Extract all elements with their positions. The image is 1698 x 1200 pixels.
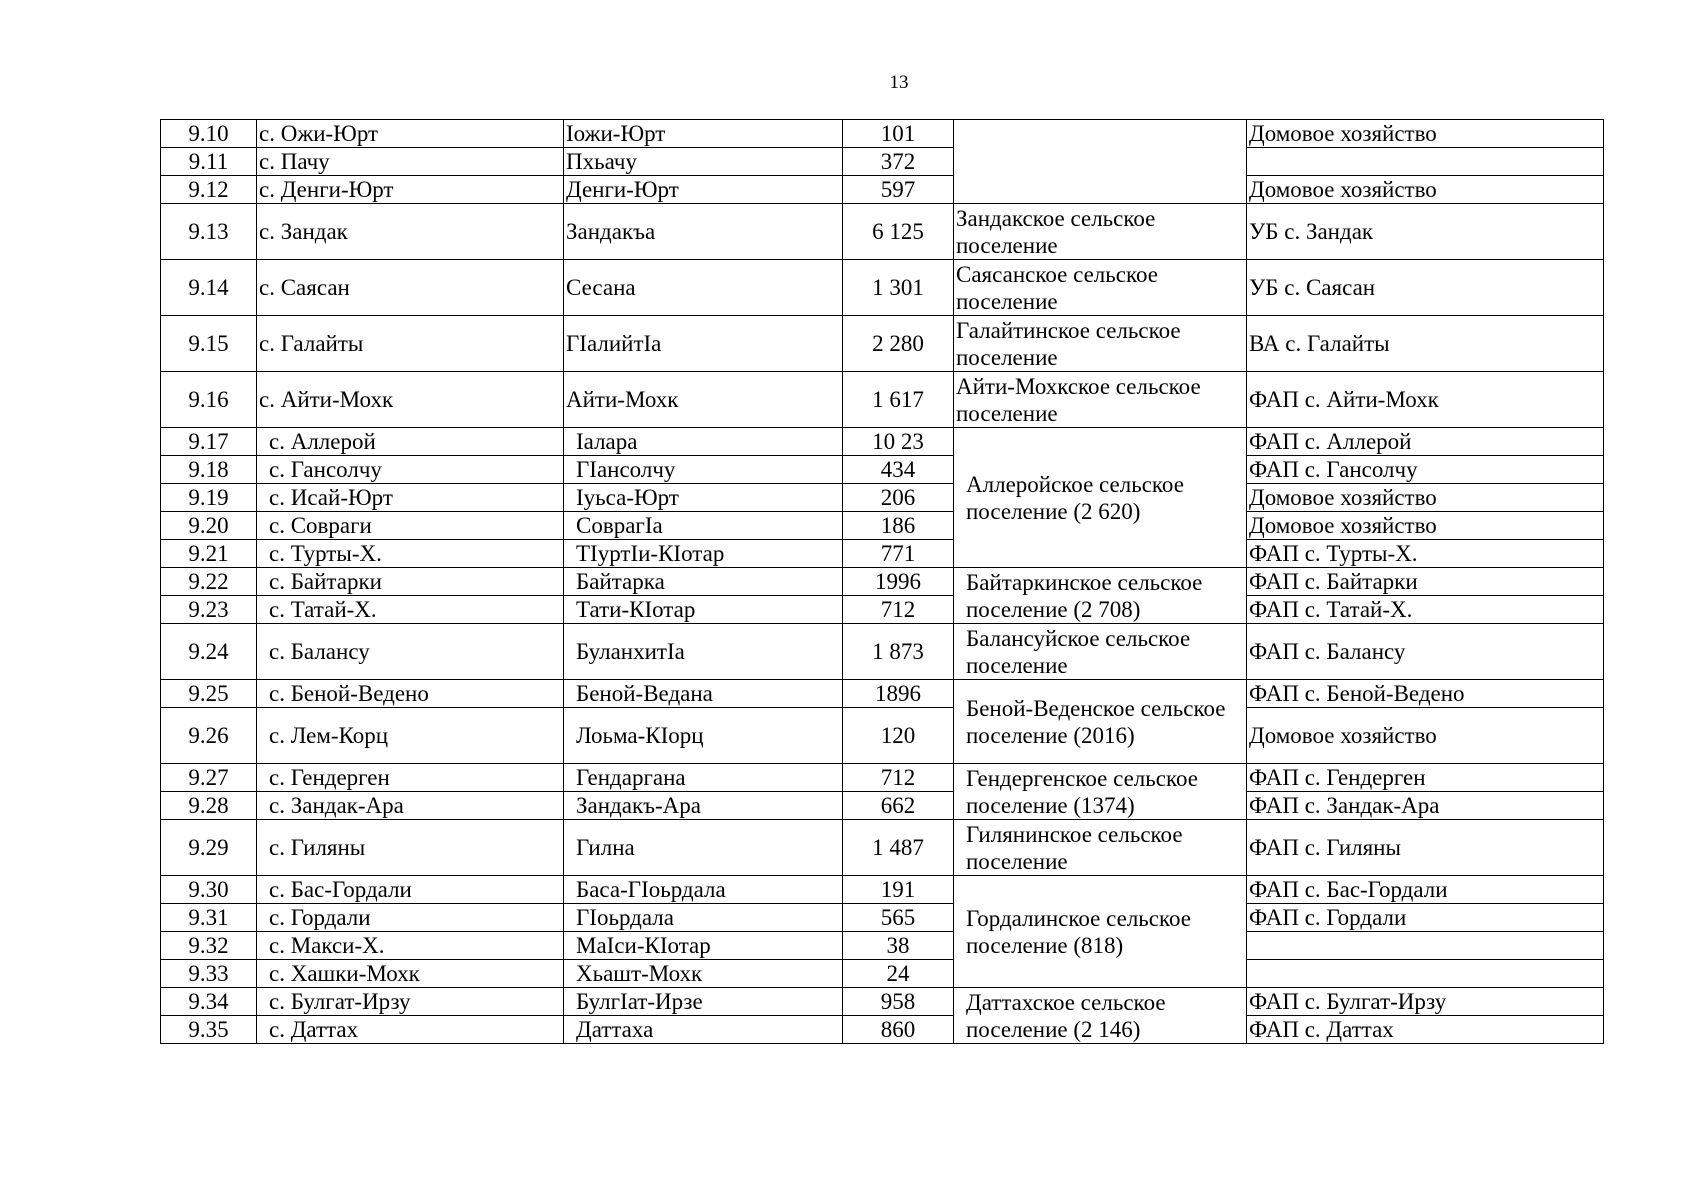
table-row	[161, 568, 1604, 596]
row-number: 9.15	[161, 316, 257, 372]
row-number: 9.26	[161, 708, 257, 764]
row-number: 9.16	[161, 372, 257, 428]
population: 10 23	[843, 428, 954, 456]
medical-facility: УБ с. Саясан	[1247, 260, 1604, 316]
village-name: с. Беной-Ведено	[257, 680, 564, 708]
population: 712	[843, 596, 954, 624]
medical-facility: ФАП с. Даттах	[1247, 1016, 1604, 1044]
settlements-table	[160, 119, 1604, 1044]
village-name: с. Макси-Х.	[257, 932, 564, 960]
village-name: с. Пачу	[257, 148, 564, 176]
row-number: 9.31	[161, 904, 257, 932]
row-number: 9.21	[161, 540, 257, 568]
village-name: с. Совраги	[257, 512, 564, 540]
table-row	[161, 624, 1604, 680]
chechen-name: ГIоьрдала	[564, 904, 843, 932]
chechen-name: Зандакъа	[564, 204, 843, 260]
table-row	[161, 1016, 1604, 1044]
rural-settlement: Гендергенское сельское поселение (1374)	[954, 764, 1247, 820]
population: 1 617	[843, 372, 954, 428]
table-row	[161, 456, 1604, 484]
table-row	[161, 484, 1604, 512]
table-row	[161, 764, 1604, 792]
row-number: 9.13	[161, 204, 257, 260]
population: 597	[843, 176, 954, 204]
rural-settlement: Айти-Мохкское сельское поселение	[954, 372, 1247, 428]
population: 1 301	[843, 260, 954, 316]
medical-facility: ФАП с. Бас-Гордали	[1247, 876, 1604, 904]
village-name: с. Бас-Гордали	[257, 876, 564, 904]
village-name: с. Ожи-Юрт	[257, 120, 564, 148]
table-row	[161, 316, 1604, 372]
village-name: с. Гансолчу	[257, 456, 564, 484]
village-name: с. Денги-Юрт	[257, 176, 564, 204]
chechen-name: Байтарка	[564, 568, 843, 596]
village-name: с. Лем-Корц	[257, 708, 564, 764]
population: 958	[843, 988, 954, 1016]
medical-facility: ФАП с. Аллерой	[1247, 428, 1604, 456]
medical-facility: ФАП с. Гиляны	[1247, 820, 1604, 876]
population: 1 873	[843, 624, 954, 680]
table-row	[161, 708, 1604, 764]
rural-settlement: Даттахское сельское поселение (2 146)	[954, 988, 1247, 1044]
population: 6 125	[843, 204, 954, 260]
medical-facility: ФАП с. Татай-Х.	[1247, 596, 1604, 624]
population: 120	[843, 708, 954, 764]
medical-facility	[1247, 960, 1604, 988]
table-row	[161, 176, 1604, 204]
chechen-name: ТIуртIи-КIотар	[564, 540, 843, 568]
table-row	[161, 148, 1604, 176]
table-row	[161, 512, 1604, 540]
medical-facility: ФАП с. Гордали	[1247, 904, 1604, 932]
row-number: 9.12	[161, 176, 257, 204]
row-number: 9.28	[161, 792, 257, 820]
rural-settlement: Балансуйское сельское поселение	[954, 624, 1247, 680]
population: 206	[843, 484, 954, 512]
row-number: 9.10	[161, 120, 257, 148]
population: 38	[843, 932, 954, 960]
population: 712	[843, 764, 954, 792]
chechen-name: ГIалийтIа	[564, 316, 843, 372]
rural-settlement: Зандакское сельское поселение	[954, 204, 1247, 260]
chechen-name: Іуьса-Юрт	[564, 484, 843, 512]
village-name: с. Гордали	[257, 904, 564, 932]
medical-facility: ФАП с. Гансолчу	[1247, 456, 1604, 484]
table-row	[161, 680, 1604, 708]
medical-facility: ФАП с. Булгат-Ирзу	[1247, 988, 1604, 1016]
population: 2 280	[843, 316, 954, 372]
village-name: с. Булгат-Ирзу	[257, 988, 564, 1016]
chechen-name: СоврагIа	[564, 512, 843, 540]
chechen-name: Даттаха	[564, 1016, 843, 1044]
chechen-name: ГIансолчу	[564, 456, 843, 484]
population: 662	[843, 792, 954, 820]
chechen-name: Гендаргана	[564, 764, 843, 792]
village-name: с. Татай-Х.	[257, 596, 564, 624]
medical-facility: ФАП с. Гендерген	[1247, 764, 1604, 792]
table-row	[161, 596, 1604, 624]
population: 372	[843, 148, 954, 176]
row-number: 9.33	[161, 960, 257, 988]
chechen-name: Сесана	[564, 260, 843, 316]
rural-settlement: Галайтинское сельское поселение	[954, 316, 1247, 372]
medical-facility: Домовое хозяйство	[1247, 176, 1604, 204]
medical-facility: Домовое хозяйство	[1247, 708, 1604, 764]
village-name: с. Хашки-Мохк	[257, 960, 564, 988]
page-number: 13	[889, 72, 909, 93]
population: 1 487	[843, 820, 954, 876]
medical-facility: ФАП с. Беной-Ведено	[1247, 680, 1604, 708]
row-number: 9.14	[161, 260, 257, 316]
chechen-name: БуланхитIа	[564, 624, 843, 680]
row-number: 9.23	[161, 596, 257, 624]
medical-facility: Домовое хозяйство	[1247, 120, 1604, 148]
table-row	[161, 792, 1604, 820]
row-number: 9.11	[161, 148, 257, 176]
chechen-name: БулгIат-Ирзе	[564, 988, 843, 1016]
table-row	[161, 904, 1604, 932]
row-number: 9.29	[161, 820, 257, 876]
table-row	[161, 428, 1604, 456]
row-number: 9.17	[161, 428, 257, 456]
table-row	[161, 820, 1604, 876]
medical-facility: ФАП с. Айти-Мохк	[1247, 372, 1604, 428]
medical-facility: ФАП с. Балансу	[1247, 624, 1604, 680]
population: 565	[843, 904, 954, 932]
village-name: с. Айти-Мохк	[257, 372, 564, 428]
chechen-name: Іожи-Юрт	[564, 120, 843, 148]
rural-settlement: Саясанское сельское поселение	[954, 260, 1247, 316]
chechen-name: Гилна	[564, 820, 843, 876]
population: 434	[843, 456, 954, 484]
medical-facility: ФАП с. Зандак-Ара	[1247, 792, 1604, 820]
medical-facility	[1247, 932, 1604, 960]
chechen-name: Іалара	[564, 428, 843, 456]
table-row	[161, 960, 1604, 988]
village-name: с. Гендерген	[257, 764, 564, 792]
row-number: 9.19	[161, 484, 257, 512]
table-row	[161, 876, 1604, 904]
row-number: 9.20	[161, 512, 257, 540]
village-name: с. Саясан	[257, 260, 564, 316]
village-name: с. Аллерой	[257, 428, 564, 456]
table-row	[161, 260, 1604, 316]
population: 860	[843, 1016, 954, 1044]
rural-settlement: Гилянинское сельское поселение	[954, 820, 1247, 876]
population: 1896	[843, 680, 954, 708]
village-name: с. Галайты	[257, 316, 564, 372]
population: 24	[843, 960, 954, 988]
rural-settlement: Беной-Веденское сельское поселение (2016)	[954, 680, 1247, 764]
table-row	[161, 204, 1604, 260]
village-name: с. Балансу	[257, 624, 564, 680]
chechen-name: Пхьачу	[564, 148, 843, 176]
village-name: с. Турты-Х.	[257, 540, 564, 568]
population: 191	[843, 876, 954, 904]
village-name: с. Даттах	[257, 1016, 564, 1044]
population: 186	[843, 512, 954, 540]
rural-settlement: Аллеройское сельское поселение (2 620)	[954, 428, 1247, 568]
village-name: с. Байтарки	[257, 568, 564, 596]
chechen-name: Баса-ГIоьрдала	[564, 876, 843, 904]
medical-facility: ВА с. Галайты	[1247, 316, 1604, 372]
village-name: с. Зандак-Ара	[257, 792, 564, 820]
row-number: 9.18	[161, 456, 257, 484]
table-row	[161, 540, 1604, 568]
rural-settlement: Байтаркинское сельское поселение (2 708)	[954, 568, 1247, 624]
row-number: 9.30	[161, 876, 257, 904]
chechen-name: Тати-КIотар	[564, 596, 843, 624]
chechen-name: Зандакъ-Ара	[564, 792, 843, 820]
medical-facility: ФАП с. Байтарки	[1247, 568, 1604, 596]
row-number: 9.34	[161, 988, 257, 1016]
medical-facility	[1247, 148, 1604, 176]
population: 101	[843, 120, 954, 148]
chechen-name: Беной-Ведана	[564, 680, 843, 708]
population: 1996	[843, 568, 954, 596]
table-row	[161, 372, 1604, 428]
chechen-name: Денги-Юрт	[564, 176, 843, 204]
population: 771	[843, 540, 954, 568]
table-row	[161, 120, 1604, 148]
chechen-name: Айти-Мохк	[564, 372, 843, 428]
medical-facility: УБ с. Зандак	[1247, 204, 1604, 260]
table-row	[161, 988, 1604, 1016]
village-name: с. Гиляны	[257, 820, 564, 876]
rural-settlement: Гордалинское сельское поселение (818)	[954, 876, 1247, 988]
row-number: 9.27	[161, 764, 257, 792]
medical-facility: Домовое хозяйство	[1247, 484, 1604, 512]
row-number: 9.24	[161, 624, 257, 680]
table-row	[161, 932, 1604, 960]
row-number: 9.22	[161, 568, 257, 596]
medical-facility: Домовое хозяйство	[1247, 512, 1604, 540]
row-number: 9.25	[161, 680, 257, 708]
chechen-name: Хьашт-Мохк	[564, 960, 843, 988]
chechen-name: МаIси-КIотар	[564, 932, 843, 960]
village-name: с. Исай-Юрт	[257, 484, 564, 512]
chechen-name: Лоьма-КIорц	[564, 708, 843, 764]
row-number: 9.35	[161, 1016, 257, 1044]
settlement-cell-empty	[954, 120, 1247, 204]
medical-facility: ФАП с. Турты-Х.	[1247, 540, 1604, 568]
row-number: 9.32	[161, 932, 257, 960]
village-name: с. Зандак	[257, 204, 564, 260]
